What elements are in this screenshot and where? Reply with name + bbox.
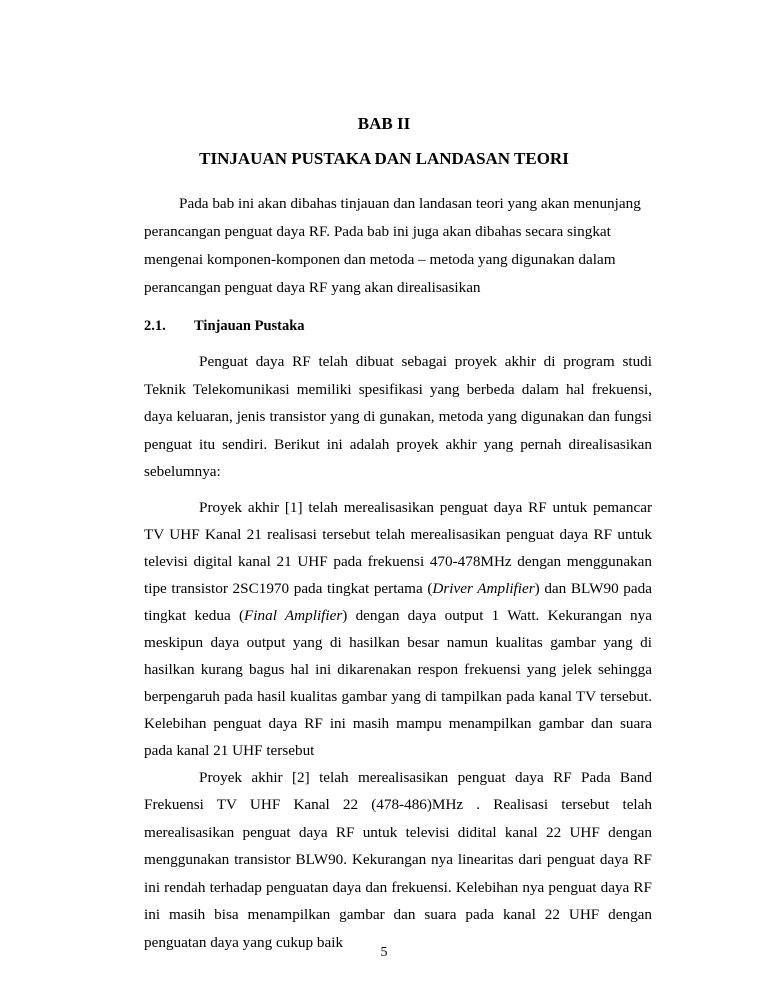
paragraph-2-text: ) dengan daya output 1 Watt. Kekurangan nya meskipun daya output yang di hasilkan besar namun kualitas gambar yang di hasilkan kurang bagus hal ini dikarenakan respon frekuensi yang jelek sehingga berpengaruh pada hasil kualitas gambar yang di tampilkan pada kanal TV tersebut. Kelebihan penguat daya RF ini masih mampu menampilkan gambar dan suara pada kanal 21 UHF tersebut bbox=[144, 606, 652, 759]
paragraph-2-text: Proyek akhir [1] telah merealisasikan penguat daya RF untuk pemancar TV UHF Kanal 21 realisasi tersebut telah merealisasikan penguat daya RF untuk televisi digital kanal 21 UHF pada frekuensi 470-478MHz dengan menggunakan tipe transistor 2SC1970 pada tingkat pertama ( bbox=[144, 498, 652, 597]
paragraph-2-text: ) dan BLW90 pada tingkat kedua ( bbox=[144, 579, 652, 624]
intro-line: mengenai komponen-komponen dan metoda – metoda yang digunakan dalam bbox=[144, 251, 616, 268]
paragraph-1: Penguat daya RF telah dibuat sebagai proyek akhir di program studi Teknik Telekomunikasi memiliki spesifikasi yang berbeda dalam hal frekuensi, daya keluaran, jenis transistor yang di gunakan, metoda yang digunakan dan fungsi penguat itu sendiri. Berikut ini adalah proyek akhir yang pernah direalisasikan sebelumnya: bbox=[144, 353, 652, 480]
intro-paragraph bbox=[144, 190, 644, 302]
intro-line: Pada bab ini akan dibahas tinjauan dan landasan teori yang akan menunjang bbox=[179, 195, 641, 212]
page-number: 5 bbox=[380, 945, 388, 960]
intro-line: perancangan penguat daya RF yang akan direalisasikan bbox=[144, 279, 481, 296]
chapter-title: TINJAUAN PUSTAKA DAN LANDASAN TEORI bbox=[199, 149, 569, 168]
italic-term: Final Amplifier bbox=[244, 606, 343, 624]
body-column bbox=[144, 190, 652, 956]
section-number: 2.1. bbox=[144, 318, 166, 334]
section-heading bbox=[144, 314, 652, 338]
italic-term: Driver Amplifier bbox=[432, 579, 535, 597]
paragraph-3: Proyek akhir [2] telah merealisasikan penguat daya RF Pada Band Frekuensi TV UHF Kanal 22 (478-486)MHz . Realisasi tersebut telah merealisasikan penguat daya RF untuk televisi didital kanal 22 UHF dengan menggunakan transistor BLW90. Kekurangan nya linearitas dari penguat daya RF ini rendah terhadap penguatan daya dan frekuensi. Kelebihan nya penguat daya RF ini masih bisa menampilkan gambar dan suara pada kanal 22 UHF dengan penguatan daya yang cukup baik bbox=[144, 768, 652, 951]
intro-line: perancangan penguat daya RF. Pada bab ini juga akan dibahas secara singkat bbox=[144, 223, 611, 240]
paragraph-2 bbox=[144, 494, 652, 764]
section-title: Tinjauan Pustaka bbox=[194, 318, 305, 334]
chapter-number: BAB II bbox=[357, 114, 411, 133]
